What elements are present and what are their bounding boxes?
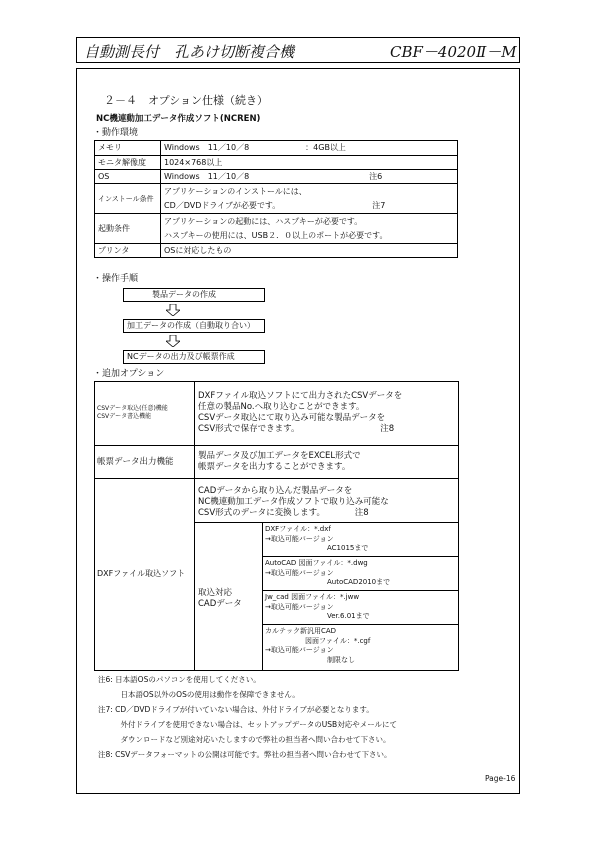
step-process-data: 加工データの作成（自動取り合い） (123, 319, 265, 333)
note-7c: ダウンロードなど別途対応いたしますので弊社の担当者へ問い合わせて下さい。 (98, 735, 391, 744)
note-6a: 注6: 日本語OSのパソコンを使用してください。 (98, 675, 261, 684)
env-key: プリンタ (95, 244, 161, 258)
cad-item-dxf: DXFファイル：*.dxf →取込可能バージョン AC1015まで (265, 525, 369, 552)
env-value: 1024×768以上 (161, 156, 458, 170)
env-key: モニタ解像度 (95, 156, 161, 170)
env-value: OSに対応したもの (161, 244, 458, 258)
cad-label: 取込対応 CADデータ (198, 588, 242, 609)
env-row (95, 214, 458, 244)
down-arrow-icon (166, 304, 180, 316)
env-key: OS (95, 170, 161, 184)
cad-item-dwg: AutoCAD 図面ファイル：*.dwg →取込可能バージョン AutoCAD2010まで (265, 559, 391, 586)
note-7b: 外付ドライブを使用できない場合は、セットアップデータのUSB対応やメールにて (98, 720, 398, 729)
csv-description: DXFファイル取込ソフトにて出力されたCSVデータを 任意の製品No.へ取り込むことができます。 CSVデータ取込にて取り込み可能な製品データを CSV形式で保存できます。 注8 (198, 391, 403, 434)
page-number: Page-16 (485, 774, 516, 783)
env-label: ・動作環境 (93, 128, 139, 138)
env-row (95, 170, 458, 184)
procedure-label: ・操作手順 (93, 274, 139, 284)
header-model: CBF－4020Ⅱ－M (390, 43, 517, 61)
env-table (94, 140, 458, 258)
note-6b: 日本語OS以外のOSの使用は動作を保障できません。 (98, 690, 300, 699)
software-title: NC機連動加工データ作成ソフト(NCREN) (96, 114, 261, 124)
options-label: ・追加オプション (93, 369, 165, 379)
down-arrow-icon (166, 335, 180, 347)
note-8: 注8: CSVデータフォーマットの公開は可能です。弊社の担当者へ問い合わせて下さい。 (98, 750, 392, 759)
csv-key: CSVデータ取込(任意)機能 CSVデータ書込機能 (97, 405, 168, 420)
env-key: 起動条件 (95, 214, 161, 244)
env-row (95, 141, 458, 156)
step-nc-output: NCデータの出力及び帳票作成 (123, 350, 265, 364)
env-key: インストール条件 (95, 184, 161, 214)
env-key: メモリ (95, 141, 161, 156)
env-value: アプリケーションの起動には、ハスプキーが必要です。 ハスプキーの使用には、USB２．０以上のポートが必要です。 (161, 214, 458, 244)
env-row (95, 184, 458, 214)
env-row (95, 244, 458, 258)
report-key: 帳票データ出力機能 (97, 457, 174, 467)
env-row (95, 156, 458, 170)
step-product-data: 製品データの作成 (123, 288, 265, 302)
note-7a: 注7: CD／DVDドライブが付いていない場合は、外付ドライブが必要となります。 (98, 705, 374, 714)
dxf-key: DXFファイル取込ソフト (97, 569, 186, 578)
env-value: Windows 11／10／8 注6 (161, 170, 458, 184)
env-value: アプリケーションのインストールには、 CD／DVDドライブが必要です。 注7 (161, 184, 458, 214)
dxf-description: CADデータから取り込んだ製品データを NC機連動加工データ作成ソフトで取り込み可能な CSV形式のデータに変換します。 注8 (198, 486, 389, 518)
header-title: 自動測長付 孔あけ切断複合機 (84, 43, 295, 61)
cad-item-jww: Jw_cad 図面ファイル：*.jww →取込可能バージョン Ver.6.01まで (265, 593, 370, 620)
section-heading: ２－４ オプション仕様（続き） (104, 94, 269, 107)
env-value: Windows 11／10／8 ：4GB以上 (161, 141, 458, 156)
report-description: 製品データ及び加工データをEXCEL形式で 帳票データを出力することができます。 (198, 451, 361, 472)
cad-item-cgf: カルテック新汎用CAD 図面ファイル：*.cgf →取込可能バージョン 制限なし (265, 627, 371, 664)
